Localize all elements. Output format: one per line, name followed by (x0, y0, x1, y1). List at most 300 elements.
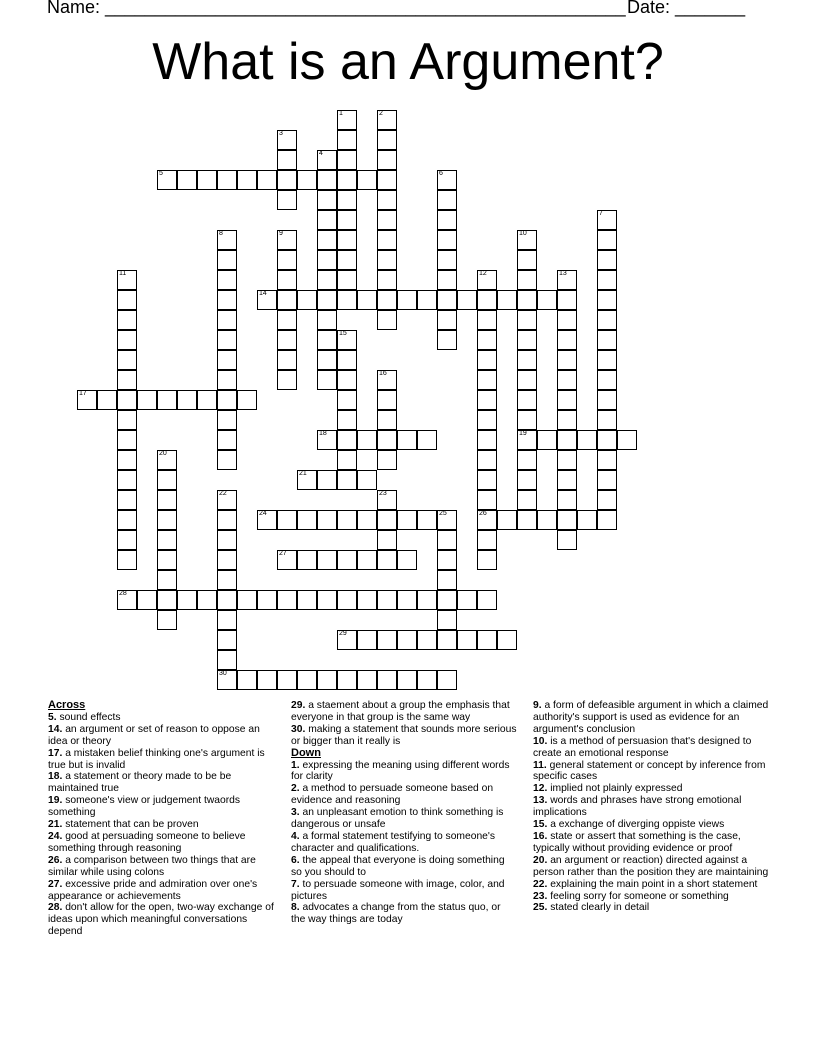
crossword-cell[interactable] (377, 310, 397, 330)
crossword-cell[interactable] (557, 310, 577, 330)
crossword-cell[interactable] (217, 610, 237, 630)
crossword-cell[interactable] (377, 370, 397, 390)
crossword-cell[interactable] (397, 550, 417, 570)
crossword-cell[interactable] (117, 550, 137, 570)
clue-number-label: 30 (219, 670, 227, 677)
clue-number-label: 17 (79, 390, 87, 397)
crossword-cell[interactable] (597, 330, 617, 350)
clue-down-22: 22. explaining the main point in a short statement (533, 878, 758, 890)
crossword-cell[interactable] (397, 670, 417, 690)
crossword-cell[interactable] (597, 290, 617, 310)
crossword-cell[interactable] (217, 170, 237, 190)
crossword-cell[interactable] (337, 130, 357, 150)
crossword-cell[interactable] (517, 310, 537, 330)
crossword-cell[interactable] (337, 230, 357, 250)
clue-number-label: 22 (219, 490, 227, 497)
crossword-cell[interactable] (477, 350, 497, 370)
crossword-cell[interactable] (517, 410, 537, 430)
crossword-cell[interactable] (317, 150, 337, 170)
crossword-cell[interactable] (337, 590, 357, 610)
crossword-cell[interactable] (497, 630, 517, 650)
crossword-cell[interactable] (117, 510, 137, 530)
crossword-cell[interactable] (377, 150, 397, 170)
crossword-cell[interactable] (517, 510, 537, 530)
crossword-cell[interactable] (437, 310, 457, 330)
crossword-cell[interactable] (217, 270, 237, 290)
crossword-cell[interactable] (117, 490, 137, 510)
crossword-cell[interactable] (357, 510, 377, 530)
crossword-cell[interactable] (217, 430, 237, 450)
crossword-cell[interactable] (317, 170, 337, 190)
crossword-cell[interactable] (317, 590, 337, 610)
crossword-cell[interactable] (297, 470, 317, 490)
crossword-cell[interactable] (557, 370, 577, 390)
crossword-cell[interactable] (377, 410, 397, 430)
crossword-cell[interactable] (557, 390, 577, 410)
crossword-cell[interactable] (417, 630, 437, 650)
crossword-cell[interactable] (597, 470, 617, 490)
crossword-cell[interactable] (217, 330, 237, 350)
crossword-cell[interactable] (297, 510, 317, 530)
crossword-cell[interactable] (597, 230, 617, 250)
crossword-cell[interactable] (337, 410, 357, 430)
crossword-cell[interactable] (457, 290, 477, 310)
crossword-cell[interactable] (117, 530, 137, 550)
crossword-cell[interactable] (277, 230, 297, 250)
crossword-cell[interactable] (557, 350, 577, 370)
clue-number-label: 7 (599, 210, 603, 217)
crossword-cell[interactable] (277, 250, 297, 270)
crossword-cell[interactable] (477, 410, 497, 430)
clue-across-18: 18. a statement or theory made to be be maintained true (48, 771, 232, 795)
crossword-cell[interactable] (557, 530, 577, 550)
crossword-cell[interactable] (377, 170, 397, 190)
crossword-cell[interactable] (77, 390, 97, 410)
crossword-cell[interactable] (317, 370, 337, 390)
crossword-cell[interactable] (317, 330, 337, 350)
crossword-cell[interactable] (357, 470, 377, 490)
crossword-cell[interactable] (597, 310, 617, 330)
crossword-cell[interactable] (357, 670, 377, 690)
crossword-cell[interactable] (557, 330, 577, 350)
crossword-cell[interactable] (597, 370, 617, 390)
crossword-cell[interactable] (337, 370, 357, 390)
crossword-cell[interactable] (437, 290, 457, 310)
crossword-cell[interactable] (337, 350, 357, 370)
crossword-cell[interactable] (317, 210, 337, 230)
crossword-cell[interactable] (357, 630, 377, 650)
crossword-cell[interactable] (337, 450, 357, 470)
crossword-cell[interactable] (277, 590, 297, 610)
crossword-cell[interactable] (217, 370, 237, 390)
crossword-cell[interactable] (217, 350, 237, 370)
crossword-cell[interactable] (517, 350, 537, 370)
crossword-cell[interactable] (477, 630, 497, 650)
crossword-cell[interactable] (357, 590, 377, 610)
crossword-cell[interactable] (297, 170, 317, 190)
crossword-cell[interactable] (357, 290, 377, 310)
crossword-cell[interactable] (377, 530, 397, 550)
crossword-cell[interactable] (337, 430, 357, 450)
crossword-cell[interactable] (177, 590, 197, 610)
crossword-cell[interactable] (437, 610, 457, 630)
crossword-cell[interactable] (337, 250, 357, 270)
crossword-cell[interactable] (217, 250, 237, 270)
crossword-cell[interactable] (117, 290, 137, 310)
crossword-cell[interactable] (437, 170, 457, 190)
crossword-cell[interactable] (377, 490, 397, 510)
crossword-cell[interactable] (157, 510, 177, 530)
crossword-cell[interactable] (477, 290, 497, 310)
crossword-cell[interactable] (617, 430, 637, 450)
crossword-cell[interactable] (397, 290, 417, 310)
crossword-cell[interactable] (597, 350, 617, 370)
crossword-cell[interactable] (377, 230, 397, 250)
clue-down-8: 8. advocates a change from the status quo, or the way things are today (291, 902, 501, 926)
crossword-cell[interactable] (377, 110, 397, 130)
crossword-cell[interactable] (177, 390, 197, 410)
crossword-cell[interactable] (317, 670, 337, 690)
crossword-cell[interactable] (517, 490, 537, 510)
crossword-cell[interactable] (197, 590, 217, 610)
crossword-cell[interactable] (377, 630, 397, 650)
crossword-cell[interactable] (557, 430, 577, 450)
crossword-cell[interactable] (437, 510, 457, 530)
crossword-cell[interactable] (297, 590, 317, 610)
crossword-cell[interactable] (337, 330, 357, 350)
crossword-cell[interactable] (497, 290, 517, 310)
crossword-cell[interactable] (417, 430, 437, 450)
crossword-cell[interactable] (477, 370, 497, 390)
crossword-cell[interactable] (597, 210, 617, 230)
crossword-cell[interactable] (117, 410, 137, 430)
crossword-cell[interactable] (477, 310, 497, 330)
crossword-cell[interactable] (357, 430, 377, 450)
crossword-cell[interactable] (337, 670, 357, 690)
clue-down-23: 23. feeling sorry for someone or something (533, 890, 729, 902)
crossword-cell[interactable] (377, 270, 397, 290)
name-field[interactable]: Name: ____________________________________________________ (47, 0, 626, 17)
crossword-cell[interactable] (597, 450, 617, 470)
crossword-cell[interactable] (117, 330, 137, 350)
crossword-cell[interactable] (377, 390, 397, 410)
crossword-cell[interactable] (577, 510, 597, 530)
crossword-cell[interactable] (277, 550, 297, 570)
crossword-cell[interactable] (517, 390, 537, 410)
crossword-cell[interactable] (277, 310, 297, 330)
crossword-cell[interactable] (437, 550, 457, 570)
crossword-cell[interactable] (437, 670, 457, 690)
crossword-cell[interactable] (417, 590, 437, 610)
crossword-cell[interactable] (517, 450, 537, 470)
crossword-cell[interactable] (397, 630, 417, 650)
crossword-cell[interactable] (317, 310, 337, 330)
clue-down-10: 10. is a method of persuasion that's designed to create an emotional response (533, 735, 752, 759)
crossword-cell[interactable] (137, 390, 157, 410)
clue-number-label: 23 (379, 490, 387, 497)
crossword-cell[interactable] (597, 410, 617, 430)
crossword-cell[interactable] (157, 570, 177, 590)
clue-across-24: 24. good at persuading someone to believe something through reasoning (48, 830, 246, 854)
crossword-cell[interactable] (417, 670, 437, 690)
crossword-cell[interactable] (317, 510, 337, 530)
clue-across-29: 29. a staement about a group the emphasis that everyone in that group is the same way (291, 700, 510, 723)
crossword-cell[interactable] (317, 250, 337, 270)
crossword-cell[interactable] (357, 170, 377, 190)
crossword-cell[interactable] (357, 550, 377, 570)
crossword-cell[interactable] (517, 250, 537, 270)
crossword-cell[interactable] (257, 510, 277, 530)
crossword-cell[interactable] (297, 550, 317, 570)
crossword-cell[interactable] (377, 130, 397, 150)
crossword-cell[interactable] (377, 430, 397, 450)
crossword-cell[interactable] (537, 510, 557, 530)
crossword-cell[interactable] (377, 590, 397, 610)
crossword-cell[interactable] (597, 490, 617, 510)
crossword-cell[interactable] (437, 230, 457, 250)
crossword-cell[interactable] (157, 390, 177, 410)
clue-number-label: 18 (319, 430, 327, 437)
crossword-cell[interactable] (277, 170, 297, 190)
crossword-cell[interactable] (217, 550, 237, 570)
clue-down-12: 12. implied not plainly expressed (533, 783, 683, 795)
crossword-cell[interactable] (277, 670, 297, 690)
crossword-cell[interactable] (377, 510, 397, 530)
crossword-cell[interactable] (537, 290, 557, 310)
crossword-cell[interactable] (117, 470, 137, 490)
crossword-cell[interactable] (277, 270, 297, 290)
crossword-cell[interactable] (317, 270, 337, 290)
crossword-cell[interactable] (597, 270, 617, 290)
crossword-cell[interactable] (557, 410, 577, 430)
crossword-cell[interactable] (337, 150, 357, 170)
crossword-cell[interactable] (337, 390, 357, 410)
crossword-cell[interactable] (397, 430, 417, 450)
crossword-cell[interactable] (517, 290, 537, 310)
crossword-cell[interactable] (157, 610, 177, 630)
crossword-cell[interactable] (277, 330, 297, 350)
crossword-cell[interactable] (217, 410, 237, 430)
crossword-cell[interactable] (297, 670, 317, 690)
crossword-cell[interactable] (277, 290, 297, 310)
crossword-cell[interactable] (517, 470, 537, 490)
crossword-cell[interactable] (157, 550, 177, 570)
crossword-cell[interactable] (437, 250, 457, 270)
crossword-cell[interactable] (157, 170, 177, 190)
crossword-cell[interactable] (377, 210, 397, 230)
crossword-cell[interactable] (377, 550, 397, 570)
crossword-cell[interactable] (597, 250, 617, 270)
crossword-cell[interactable] (337, 270, 357, 290)
crossword-cell[interactable] (317, 550, 337, 570)
crossword-cell[interactable] (557, 490, 577, 510)
crossword-cell[interactable] (217, 510, 237, 530)
crossword-cell[interactable] (437, 210, 457, 230)
crossword-cell[interactable] (597, 430, 617, 450)
clue-down-25: 25. stated clearly in detail (533, 902, 650, 914)
crossword-cell[interactable] (557, 450, 577, 470)
crossword-cell[interactable] (437, 330, 457, 350)
crossword-cell[interactable] (197, 170, 217, 190)
crossword-cell[interactable] (137, 590, 157, 610)
crossword-cell[interactable] (477, 470, 497, 490)
crossword-cell[interactable] (477, 430, 497, 450)
crossword-cell[interactable] (257, 290, 277, 310)
crossword-cell[interactable] (217, 670, 237, 690)
crossword-cell[interactable] (557, 290, 577, 310)
crossword-cell[interactable] (177, 170, 197, 190)
crossword-cell[interactable] (217, 310, 237, 330)
crossword-cell[interactable] (517, 230, 537, 250)
crossword-cell[interactable] (377, 190, 397, 210)
crossword-cell[interactable] (277, 150, 297, 170)
crossword-cell[interactable] (417, 510, 437, 530)
crossword-cell[interactable] (377, 450, 397, 470)
crossword-cell[interactable] (277, 130, 297, 150)
crossword-cell[interactable] (337, 190, 357, 210)
crossword-cell[interactable] (277, 370, 297, 390)
crossword-cell[interactable] (217, 390, 237, 410)
crossword-cell[interactable] (377, 250, 397, 270)
crossword-cell[interactable] (217, 650, 237, 670)
crossword-cell[interactable] (597, 510, 617, 530)
crossword-cell[interactable] (257, 590, 277, 610)
crossword-cell[interactable] (157, 530, 177, 550)
crossword-cell[interactable] (217, 230, 237, 250)
crossword-cell[interactable] (337, 290, 357, 310)
crossword-cell[interactable] (277, 350, 297, 370)
crossword-cell[interactable] (117, 590, 137, 610)
crossword-cell[interactable] (437, 270, 457, 290)
crossword-cell[interactable] (477, 390, 497, 410)
crossword-cell[interactable] (377, 670, 397, 690)
crossword-cell[interactable] (217, 490, 237, 510)
crossword-cell[interactable] (217, 530, 237, 550)
crossword-cell[interactable] (477, 510, 497, 530)
crossword-cell[interactable] (337, 550, 357, 570)
crossword-cell[interactable] (477, 450, 497, 470)
crossword-cell[interactable] (597, 390, 617, 410)
crossword-cell[interactable] (557, 270, 577, 290)
crossword-cell[interactable] (277, 510, 297, 530)
clue-across-30: 30. making a statement that sounds more serious or bigger than it really is (291, 723, 517, 747)
crossword-cell[interactable] (537, 430, 557, 450)
crossword-cell[interactable] (397, 510, 417, 530)
crossword-cell[interactable] (117, 450, 137, 470)
crossword-cell[interactable] (317, 430, 337, 450)
crossword-cell[interactable] (437, 590, 457, 610)
crossword-cell[interactable] (237, 170, 257, 190)
crossword-cell[interactable] (97, 390, 117, 410)
crossword-cell[interactable] (557, 470, 577, 490)
crossword-cell[interactable] (117, 270, 137, 290)
crossword-cell[interactable] (477, 550, 497, 570)
clue-number-label: 3 (279, 130, 283, 137)
crossword-cell[interactable] (277, 190, 297, 210)
clue-number-label: 19 (519, 430, 527, 437)
crossword-cell[interactable] (337, 470, 357, 490)
crossword-cell[interactable] (517, 430, 537, 450)
crossword-cell[interactable] (257, 670, 277, 690)
crossword-cell[interactable] (417, 290, 437, 310)
crossword-cell[interactable] (477, 490, 497, 510)
crossword-cell[interactable] (337, 110, 357, 130)
crossword-cell[interactable] (437, 630, 457, 650)
clue-number-label: 25 (439, 510, 447, 517)
crossword-cell[interactable] (477, 530, 497, 550)
clue-number-label: 15 (339, 330, 347, 337)
crossword-cell[interactable] (337, 210, 357, 230)
clue-across-28: 28. don't allow for the open, two-way exchange of ideas upon which meaningful conversations depend (48, 902, 274, 938)
clue-column-2 (291, 700, 517, 926)
crossword-cell[interactable] (237, 590, 257, 610)
crossword-cell[interactable] (157, 490, 177, 510)
crossword-cell[interactable] (477, 590, 497, 610)
crossword-cell[interactable] (117, 310, 137, 330)
crossword-cell[interactable] (217, 590, 237, 610)
crossword-cell[interactable] (317, 190, 337, 210)
crossword-cell[interactable] (197, 390, 217, 410)
clue-across-19: 19. someone's view or judgement twaords something (48, 795, 241, 819)
crossword-cell[interactable] (517, 330, 537, 350)
clue-number-label: 26 (479, 510, 487, 517)
crossword-cell[interactable] (477, 270, 497, 290)
crossword-cell[interactable] (317, 350, 337, 370)
crossword-cell[interactable] (517, 370, 537, 390)
crossword-cell[interactable] (497, 510, 517, 530)
crossword-cell[interactable] (317, 230, 337, 250)
crossword-cell[interactable] (257, 170, 277, 190)
crossword-cell[interactable] (117, 370, 137, 390)
crossword-cell[interactable] (237, 670, 257, 690)
crossword-cell[interactable] (517, 270, 537, 290)
date-field[interactable]: Date: _______ (627, 0, 746, 17)
clue-number-label: 24 (259, 510, 267, 517)
crossword-cell[interactable] (157, 590, 177, 610)
crossword-cell[interactable] (157, 470, 177, 490)
crossword-cell[interactable] (457, 630, 477, 650)
crossword-cell[interactable] (217, 630, 237, 650)
crossword-cell[interactable] (297, 290, 317, 310)
crossword-cell[interactable] (337, 170, 357, 190)
clue-down-13: 13. words and phrases have strong emotional implications (533, 795, 742, 819)
crossword-cell[interactable] (217, 290, 237, 310)
clue-down-1: 1. expressing the meaning using different words for clarity (291, 759, 510, 783)
crossword-cell[interactable] (437, 570, 457, 590)
clue-number-label: 29 (339, 630, 347, 637)
crossword-cell[interactable] (217, 450, 237, 470)
clue-down-9: 9. a form of defeasible argument in which a claimed authority's support is used as evidence for an argument's conclusion (533, 700, 769, 735)
crossword-cell[interactable] (337, 630, 357, 650)
crossword-cell[interactable] (477, 330, 497, 350)
crossword-cell[interactable] (437, 530, 457, 550)
crossword-cell[interactable] (557, 510, 577, 530)
crossword-cell[interactable] (117, 390, 137, 410)
crossword-cell[interactable] (377, 290, 397, 310)
crossword-cell[interactable] (577, 430, 597, 450)
crossword-cell[interactable] (157, 450, 177, 470)
crossword-cell[interactable] (437, 190, 457, 210)
crossword-cell[interactable] (117, 430, 137, 450)
crossword-cell[interactable] (317, 470, 337, 490)
crossword-cell[interactable] (117, 350, 137, 370)
crossword-cell[interactable] (217, 570, 237, 590)
crossword-cell[interactable] (457, 590, 477, 610)
crossword-cell[interactable] (317, 290, 337, 310)
crossword-cell[interactable] (397, 590, 417, 610)
crossword-cell[interactable] (237, 390, 257, 410)
crossword-cell[interactable] (337, 510, 357, 530)
